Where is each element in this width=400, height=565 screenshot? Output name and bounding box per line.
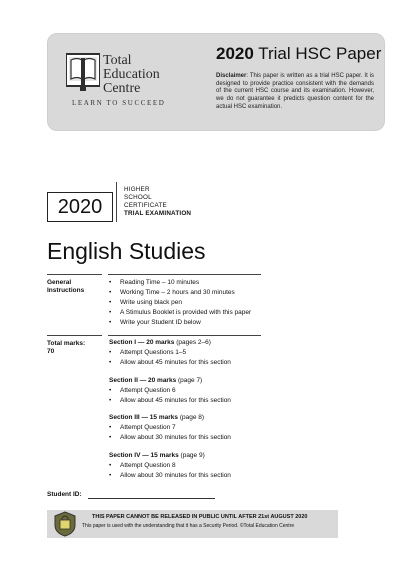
section-list: [109, 423, 231, 443]
subject-title: English Studies: [47, 238, 206, 264]
list-item: • Attempt Question 7: [109, 423, 231, 433]
logo-word-total: Total: [103, 53, 132, 68]
list-item: • Allow about 45 minutes for this section: [109, 396, 231, 406]
section-list: [109, 461, 231, 481]
release-notice: THIS PAPER CANNOT BE RELEASED IN PUBLIC UNTIL AFTER 21st AUGUST 2020: [92, 514, 308, 520]
list-item: • Allow about 30 minutes for this section: [109, 433, 231, 443]
section-3: [109, 413, 231, 443]
book-logo-icon: [66, 52, 100, 92]
logo-word-education: Education: [103, 67, 160, 82]
section-title: Section III — 15 marks: [109, 414, 179, 421]
section-pages: (page 9): [178, 452, 205, 459]
general-rule: [47, 274, 102, 275]
section-heading: [109, 413, 231, 423]
disclaimer-text: : This paper is written as a trial HSC paper. It is designed to provide practice consistent with the demands of the current HSC course and its examination. However, we do not guarantee it predicts question content for the actual HSC examination.: [216, 73, 374, 110]
hsc-line: HIGHER: [124, 186, 150, 193]
list-item: • Attempt Question 6: [109, 386, 231, 396]
section-heading: [109, 376, 231, 386]
section-2: [109, 376, 231, 406]
hsc-divider: [116, 182, 118, 222]
total-marks-value: 70: [47, 348, 55, 355]
list-item: • Allow about 30 minutes for this section: [109, 471, 231, 481]
section-heading: [109, 338, 231, 348]
logo-tagline: LEARN TO SUCCEED: [72, 99, 166, 107]
list-item: • A Stimulus Booklet is provided with this paper: [109, 308, 251, 318]
section-title: Section IV — 15 marks: [109, 452, 179, 459]
exam-year-box: 2020: [47, 192, 113, 222]
list-item: • Working Time – 2 hours and 30 minutes: [109, 288, 251, 298]
general-label-line2: Instructions: [47, 287, 85, 294]
trial-title-text: Trial HSC Paper: [253, 44, 382, 63]
list-item: • Allow about 45 minutes for this section: [109, 358, 231, 368]
hsc-line: TRIAL EXAMINATION: [124, 210, 192, 217]
general-label-line1: General: [47, 279, 72, 286]
marks-rule: [47, 335, 102, 336]
section-list: [109, 348, 231, 368]
security-seal-icon: [54, 511, 76, 537]
total-marks-label: [47, 340, 85, 356]
total-marks-text: Total marks:: [47, 340, 86, 347]
section-pages: (pages 2–6): [174, 339, 211, 346]
section-list: [109, 386, 231, 406]
marks-rule-right: [108, 335, 261, 336]
student-id-field[interactable]: [88, 498, 215, 499]
general-label: [47, 279, 84, 295]
security-notice: This paper is used with the understanding that it has a Security Period. ©Total Education Centre: [82, 523, 295, 529]
section-pages: (page 8): [178, 414, 205, 421]
hsc-line: CERTIFICATE: [124, 202, 167, 209]
list-item: • Attempt Question 8: [109, 461, 231, 471]
trial-year: 2020: [216, 44, 254, 63]
disclaimer: [216, 73, 374, 112]
list-item: • Reading Time – 10 minutes: [109, 278, 251, 288]
hsc-label: [124, 186, 191, 218]
list-item: • Attempt Questions 1–5: [109, 348, 231, 358]
general-rule-right: [108, 274, 261, 275]
hsc-line: SCHOOL: [124, 194, 152, 201]
section-heading: [109, 451, 231, 461]
section-4: [109, 451, 231, 481]
list-item: • Write your Student ID below: [109, 318, 251, 328]
section-title: Section I — 20 marks: [109, 339, 175, 346]
student-id-label: Student ID:: [47, 491, 82, 498]
section-title: Section II — 20 marks: [109, 377, 177, 384]
section-pages: (page 7): [176, 377, 203, 384]
list-item: • Write using black pen: [109, 298, 251, 308]
disclaimer-label: Disclaimer: [216, 73, 247, 79]
general-instructions-list: [109, 278, 251, 328]
section-1: [109, 338, 231, 368]
logo-word-centre: Centre: [103, 81, 141, 96]
trial-paper-title: [216, 44, 381, 64]
